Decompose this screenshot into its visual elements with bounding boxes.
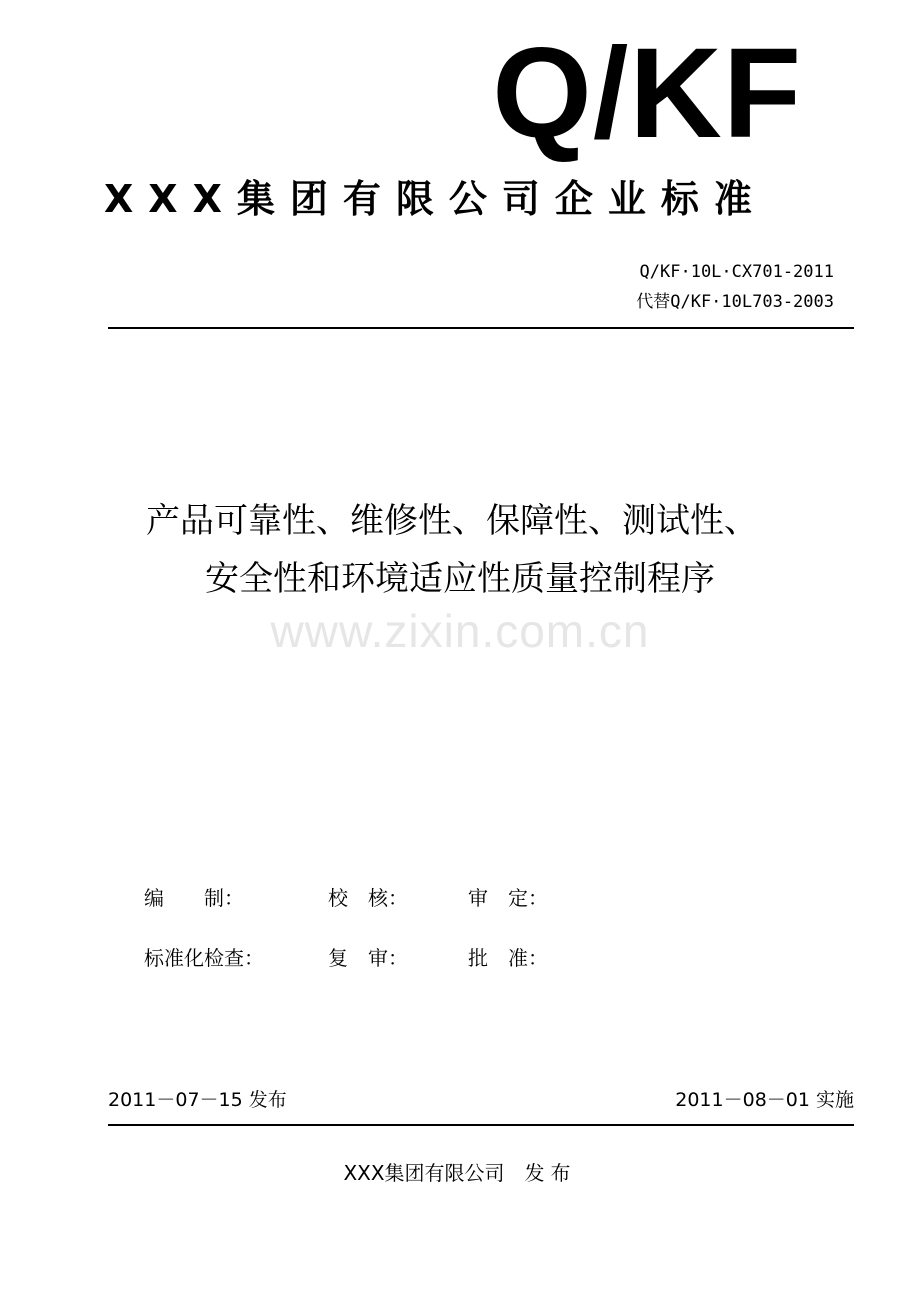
standard-number: Q/KF·10L·CX701-2011 (639, 262, 834, 282)
publisher-suffix: 发布 (524, 1161, 577, 1185)
standardization-check-label: 标准化检查： (144, 946, 264, 970)
standard-mark: Q/KF (492, 22, 802, 165)
document-title-line-1: 产品可靠性、维修性、保障性、测试性、 (146, 501, 758, 541)
compiled-by-label: 编 制： (144, 886, 244, 910)
approved-by-label: 审 定： (468, 886, 548, 910)
footer-divider (108, 1124, 854, 1126)
review-label: 复 审： (328, 946, 408, 970)
final-approval-label: 批 准： (468, 946, 548, 970)
replaced-standard-number: 代替Q/KF·10L703-2003 (636, 292, 834, 312)
document-title-line-2: 安全性和环境适应性质量控制程序 (205, 559, 715, 599)
publisher-name: XXX集团有限公司 (343, 1161, 505, 1185)
publish-date: 2011－07－15 发布 (108, 1089, 287, 1111)
header-divider (108, 327, 854, 329)
watermark: www.zixin.com.cn (270, 605, 650, 657)
company-standard-heading: XXX集团有限公司企业标准 (104, 177, 767, 221)
publisher-line (0, 1158, 920, 1188)
checked-by-label: 校 核： (328, 886, 408, 910)
effective-date: 2011－08－01 实施 (675, 1089, 854, 1111)
